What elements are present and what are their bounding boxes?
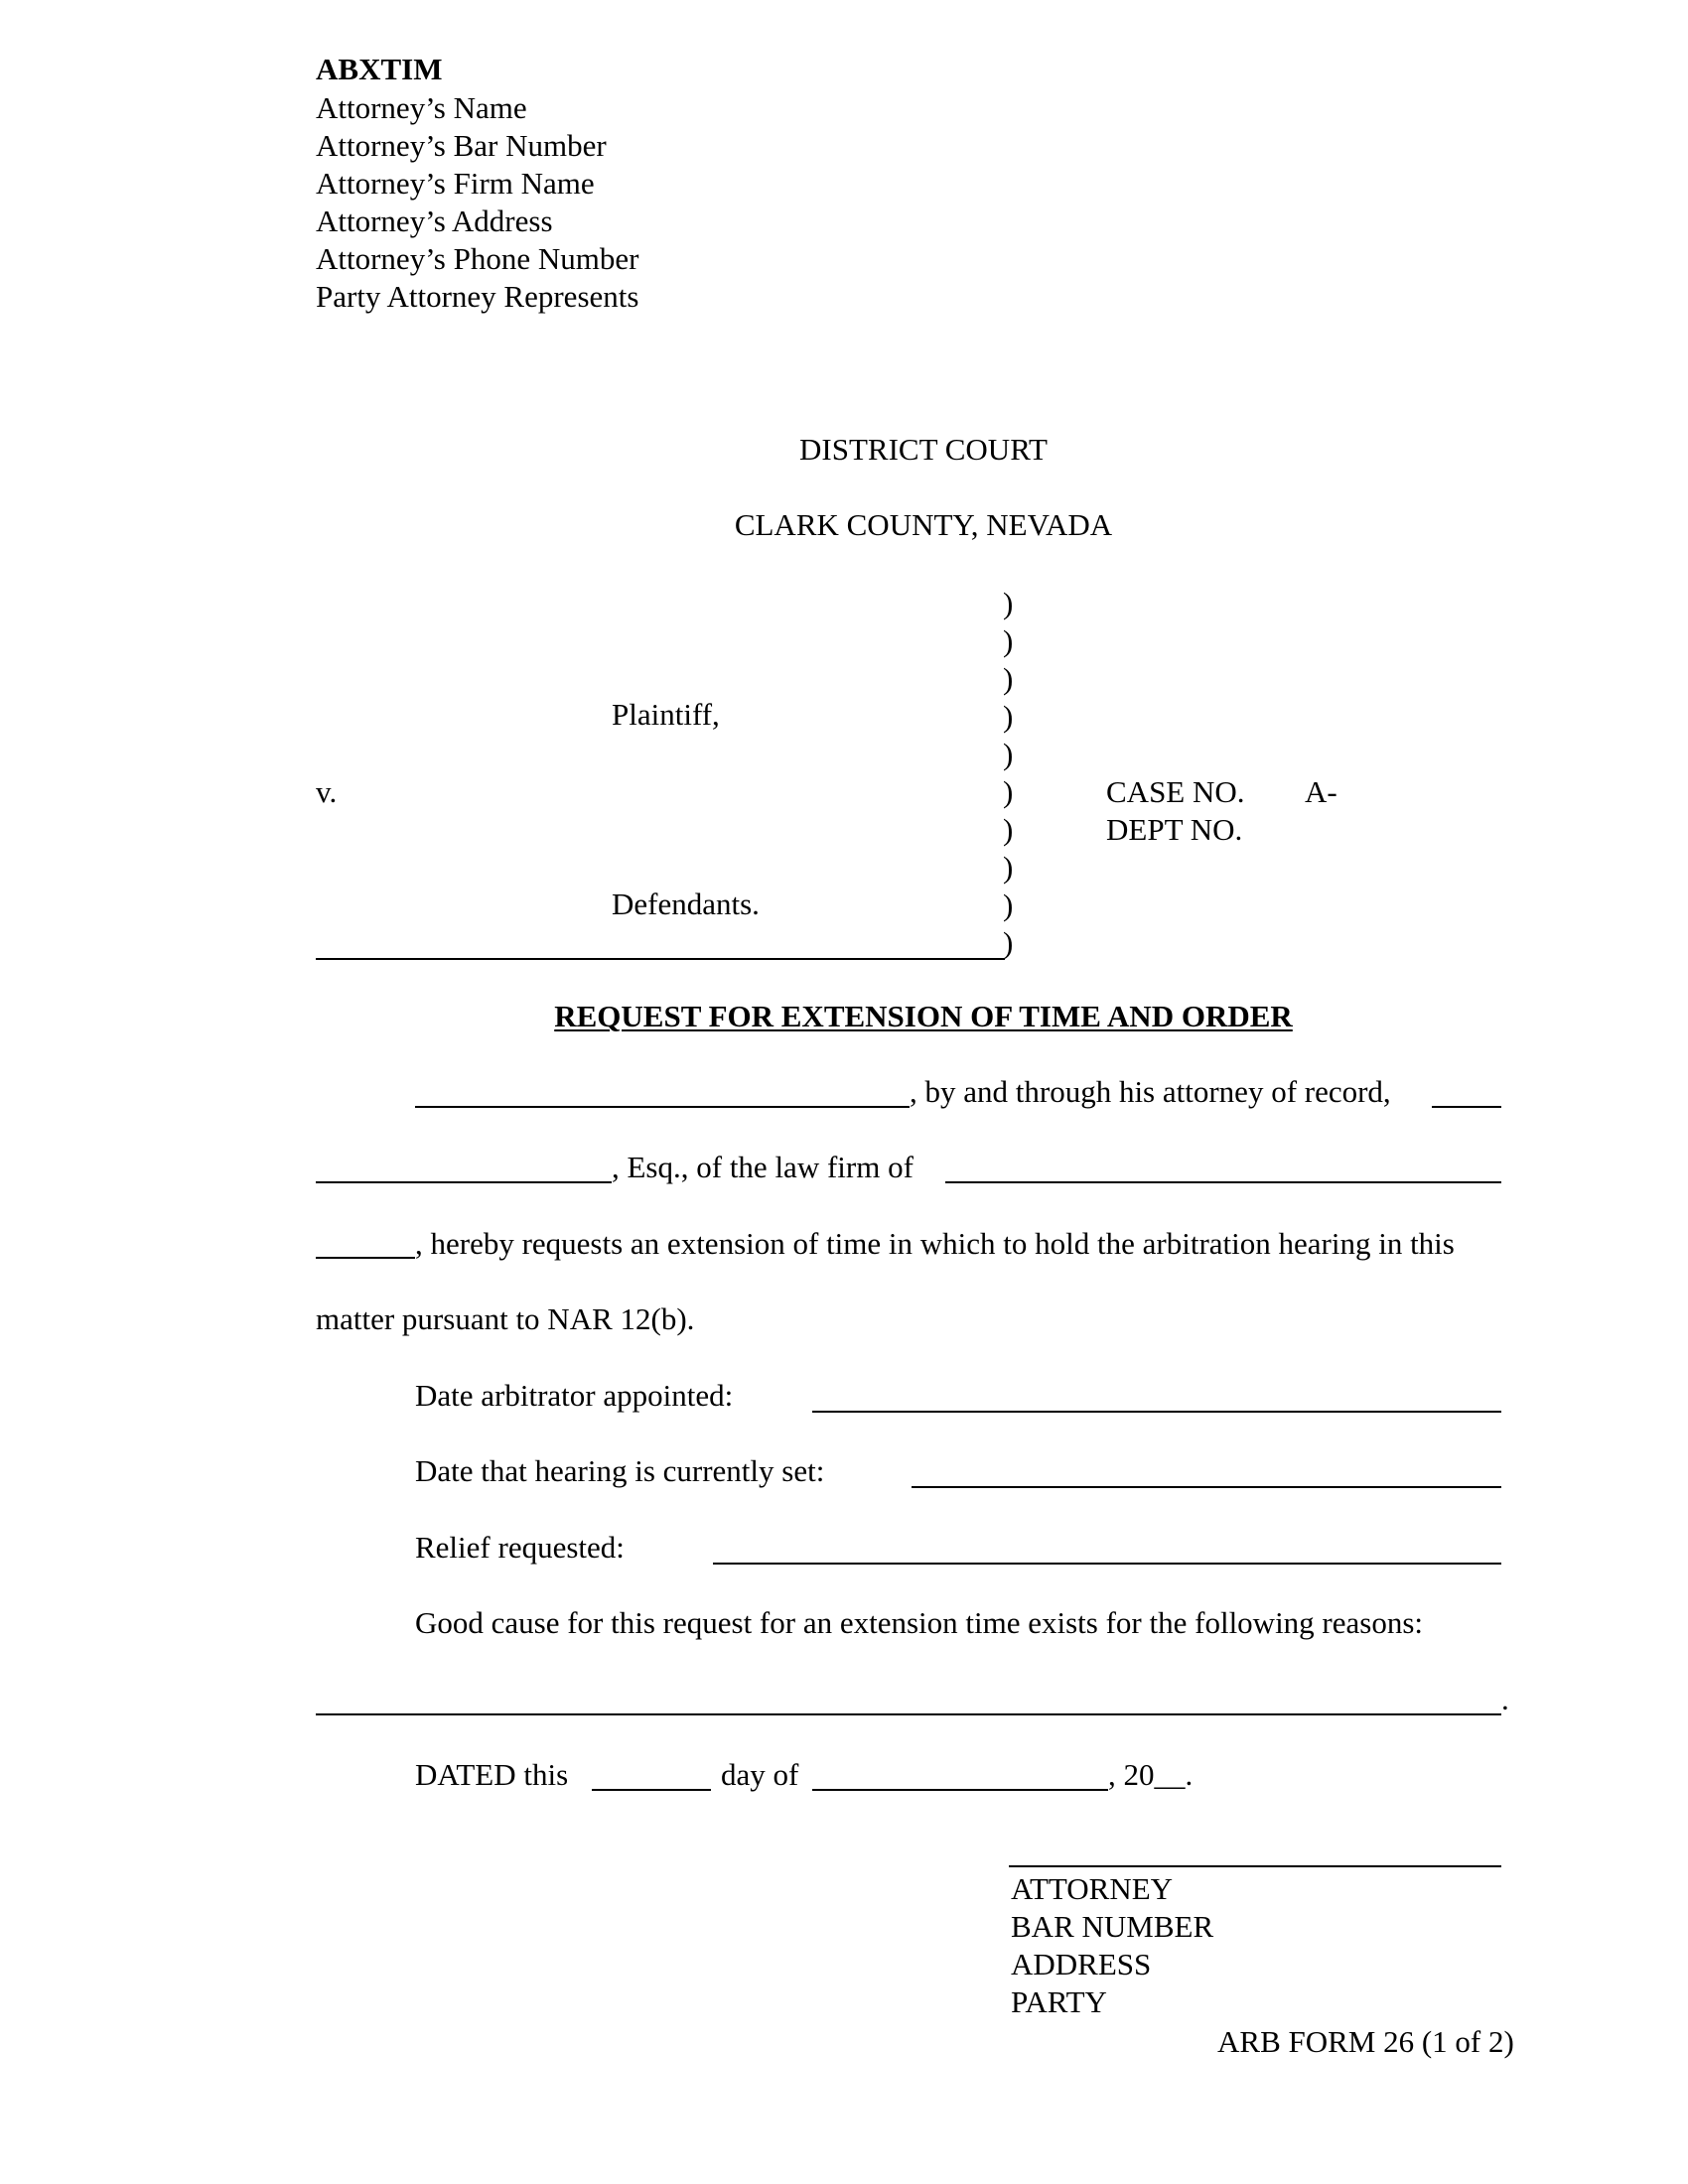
dated-day-of: day of — [721, 1757, 799, 1792]
attorney-name-blank-start[interactable] — [1432, 1106, 1501, 1108]
caption-underline — [316, 958, 1005, 960]
versus-label: v. — [316, 774, 338, 809]
dated-year: , 20__. — [1108, 1757, 1194, 1792]
signature-attorney: ATTORNEY — [1011, 1871, 1174, 1906]
caption-paren: ) — [1003, 737, 1014, 771]
body-text-line-2: , Esq., of the law firm of — [612, 1150, 914, 1184]
relief-requested-field[interactable] — [713, 1563, 1501, 1565]
good-cause-field[interactable] — [316, 1713, 1501, 1715]
party-represented-label: Party Attorney Represents — [316, 279, 639, 314]
caption-paren: ) — [1003, 661, 1014, 696]
signature-party: PARTY — [1011, 1984, 1107, 2019]
good-cause-period: . — [1501, 1682, 1509, 1716]
caption-paren: ) — [1003, 586, 1014, 620]
caption-paren: ) — [1003, 699, 1014, 734]
caption-paren: ) — [1003, 887, 1014, 922]
date-hearing-set-label: Date that hearing is currently set: — [415, 1453, 825, 1488]
attorney-firm-name-label: Attorney’s Firm Name — [316, 166, 595, 201]
relief-requested-label: Relief requested: — [415, 1530, 625, 1565]
body-text-line-4: matter pursuant to NAR 12(b). — [316, 1301, 695, 1336]
caption-paren: ) — [1003, 812, 1014, 847]
law-firm-blank-end[interactable] — [316, 1257, 415, 1259]
plaintiff-label: Plaintiff, — [612, 697, 720, 732]
caption-paren: ) — [1003, 774, 1014, 809]
dept-no-label: DEPT NO. — [1106, 812, 1243, 847]
attorney-name-label: Attorney’s Name — [316, 90, 527, 125]
dated-month-field[interactable] — [812, 1789, 1108, 1791]
court-name: DISTRICT COURT — [799, 432, 1048, 467]
attorney-phone-label: Attorney’s Phone Number — [316, 241, 639, 276]
dated-day-field[interactable] — [592, 1789, 711, 1791]
defendants-label: Defendants. — [612, 887, 760, 921]
body-text-line-1: , by and through his attorney of record, — [910, 1074, 1391, 1109]
party-name-blank[interactable] — [415, 1106, 910, 1108]
date-arbitrator-appointed-label: Date arbitrator appointed: — [415, 1378, 734, 1413]
form-footer-id: ARB FORM 26 (1 of 2) — [1217, 2024, 1514, 2059]
case-no-prefix: A- — [1305, 774, 1337, 809]
date-arbitrator-appointed-field[interactable] — [812, 1411, 1501, 1413]
form-code: ABXTIM — [316, 52, 443, 86]
signature-address: ADDRESS — [1011, 1947, 1152, 1981]
good-cause-label: Good cause for this request for an extension time exists for the following reasons: — [415, 1605, 1424, 1640]
caption-paren: ) — [1003, 850, 1014, 885]
attorney-bar-number-label: Attorney’s Bar Number — [316, 128, 607, 163]
document-title: REQUEST FOR EXTENSION OF TIME AND ORDER — [554, 999, 1293, 1033]
attorney-address-label: Attorney’s Address — [316, 204, 553, 238]
dated-prefix: DATED this — [415, 1757, 569, 1792]
law-firm-blank-start[interactable] — [945, 1181, 1501, 1183]
signature-bar-number: BAR NUMBER — [1011, 1909, 1214, 1944]
body-text-line-3: , hereby requests an extension of time in which to hold the arbitration hearing in this — [415, 1226, 1455, 1261]
attorney-name-blank-end[interactable] — [316, 1181, 612, 1183]
court-county: CLARK COUNTY, NEVADA — [734, 507, 1113, 542]
signature-line[interactable] — [1009, 1865, 1501, 1867]
caption-paren: ) — [1003, 925, 1014, 960]
case-no-label: CASE NO. — [1106, 774, 1245, 809]
caption-paren: ) — [1003, 623, 1014, 658]
date-hearing-set-field[interactable] — [912, 1486, 1501, 1488]
